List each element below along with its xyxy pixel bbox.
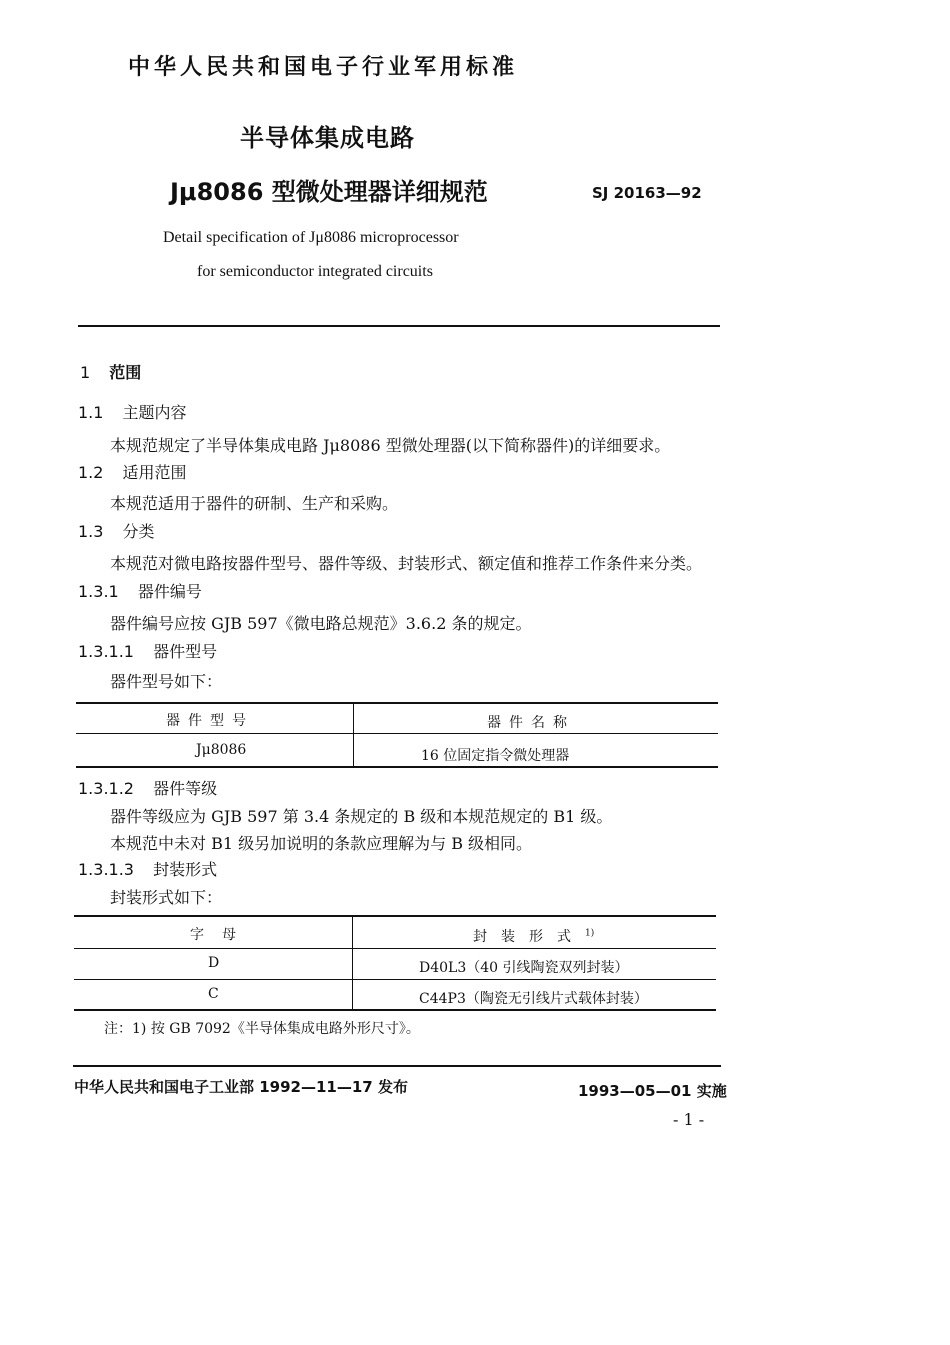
device-table-column-divider <box>353 702 354 768</box>
section-1-3-1-title: 器件编号 <box>137 582 202 601</box>
section-1-1-text: 本规范规定了半导体集成电路 Jμ8086 型微处理器(以下简称器件)的详细要求。 <box>110 436 671 455</box>
section-1-title: 范围 <box>109 363 142 382</box>
section-1-3-1-text: 器件编号应按 GJB 597《微电路总规范》3.6.2 条的规定。 <box>110 614 532 633</box>
section-1-3-1-1-text: 器件型号如下： <box>110 672 223 691</box>
section-1-2-text: 本规范适用于器件的研制、生产和采购。 <box>110 494 399 513</box>
section-1 <box>80 360 141 383</box>
section-1-3-1-num: 1.3.1 <box>78 582 119 601</box>
page-number: - 1 - <box>673 1110 705 1129</box>
package-table-cell-letter-d: D <box>208 955 220 971</box>
section-1-3-1-2 <box>78 776 217 799</box>
table-note: 注：1) 按 GB 7092《半导体集成电路外形尺寸》。 <box>104 1021 420 1037</box>
standard-code: SJ 20163—92 <box>592 184 702 202</box>
footer-issued: 中华人民共和国电子工业部 1992—11—17 发布 <box>74 1078 408 1096</box>
package-table-cell-form-c: C44P3（陶瓷无引线片式载体封装） <box>419 991 648 1007</box>
device-table-bottom-rule <box>76 766 718 768</box>
section-1-2-num: 1.2 <box>78 463 104 482</box>
section-1-3-num: 1.3 <box>78 522 104 541</box>
device-table-header-model: 器件型号 <box>166 713 254 729</box>
section-1-1-num: 1.1 <box>78 403 104 422</box>
section-1-3-1-1 <box>78 639 217 662</box>
package-table-header-form-label: 封装形式 <box>473 929 585 945</box>
section-1-3-1-3 <box>78 857 217 880</box>
package-table-cell-form-d: D40L3（40 引线陶瓷双列封装） <box>419 960 629 976</box>
section-1-3-1-2-text2: 本规范中未对 B1 级另加说明的条款应理解为与 B 级相同。 <box>110 834 533 853</box>
english-title-line1: Detail specification of Jμ8086 microprocessor <box>163 229 459 246</box>
standard-category: 中华人民共和国电子行业军用标准 <box>128 55 519 80</box>
section-1-3-1-2-text1: 器件等级应为 GJB 597 第 3.4 条规定的 B 级和本规范规定的 B1 级。 <box>110 807 613 826</box>
package-table-row-rule <box>74 979 716 980</box>
section-1-1-title: 主题内容 <box>122 403 187 422</box>
title-divider <box>78 325 720 327</box>
english-title-line2: for semiconductor integrated circuits <box>197 263 433 280</box>
footer-rule <box>73 1065 721 1067</box>
package-table-column-divider <box>352 915 353 1011</box>
section-1-3-1-2-num: 1.3.1.2 <box>78 779 134 798</box>
title-line1: 半导体集成电路 <box>240 124 415 152</box>
package-table-bottom-rule <box>74 1009 716 1011</box>
device-table-top-rule <box>76 702 718 704</box>
package-table-header-rule <box>74 948 716 949</box>
section-1-3-title: 分类 <box>122 522 155 541</box>
section-1-3-1-3-title: 封装形式 <box>153 860 218 879</box>
section-1-3-1-3-text: 封装形式如下： <box>110 888 223 907</box>
title-line2: Jμ8086 型微处理器详细规范 <box>170 178 488 206</box>
package-table-header-letter: 字母 <box>190 927 254 943</box>
package-table-top-rule <box>74 915 716 917</box>
device-table-cell-name: 16 位固定指令微处理器 <box>421 748 570 764</box>
package-table-header-form <box>473 926 594 946</box>
section-1-3-1-2-title: 器件等级 <box>153 779 218 798</box>
section-1-2-title: 适用范围 <box>122 463 187 482</box>
footer-effective: 1993—05—01 实施 <box>578 1082 727 1100</box>
section-1-3-text: 本规范对微电路按器件型号、器件等级、封装形式、额定值和推荐工作条件来分类。 <box>110 554 703 573</box>
section-1-3 <box>78 519 155 542</box>
section-1-3-1-1-num: 1.3.1.1 <box>78 642 134 661</box>
package-table-header-note-mark: 1) <box>585 928 595 939</box>
device-table-cell-model: Jμ8086 <box>196 742 247 758</box>
section-1-3-1 <box>78 579 202 602</box>
device-table-header-rule <box>76 733 718 734</box>
section-1-1 <box>78 400 187 423</box>
section-1-2 <box>78 460 187 483</box>
section-1-num: 1 <box>80 363 91 382</box>
package-table-cell-letter-c: C <box>208 986 219 1002</box>
section-1-3-1-3-num: 1.3.1.3 <box>78 860 134 879</box>
section-1-3-1-1-title: 器件型号 <box>153 642 218 661</box>
device-table-header-name: 器件名称 <box>487 715 575 731</box>
